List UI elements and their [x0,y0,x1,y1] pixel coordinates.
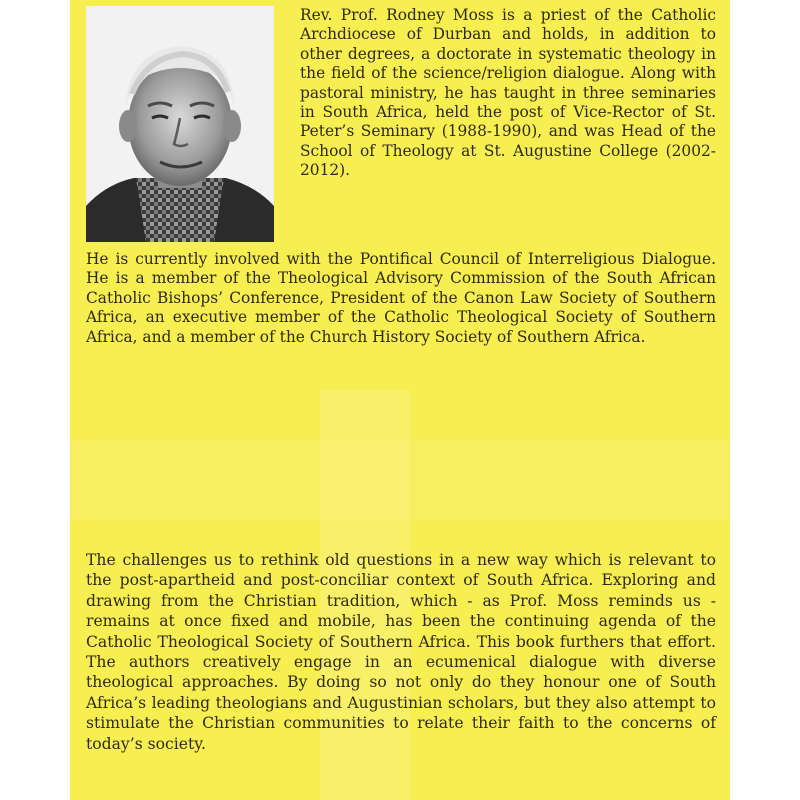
book-blurb: The challenges us to rethink old questions in a new way which is relevant to the post-apartheid and post-conciliar context of South Africa. Exploring and drawing from the Christian tradition, which - as Prof. Moss reminds us - remains at once fixed and mobile, has been the continuing agenda of the Catholic Theological Society of Southern Africa. This book furthers that effort. The authors creatively engage in an ecumenical dialogue with diverse theological approaches. By doing so not only do they honour one of South Africa’s leading theologians and Augustinian scholars, but they also attempt to stimulate the Christian communities to relate their faith to the concerns of today’s society. [86,551,716,753]
author-portrait-illustration [86,6,274,242]
back-cover [70,0,730,800]
cross-watermark-horizontal [70,440,730,520]
author-portrait [86,6,274,242]
author-bio-intro: Rev. Prof. Rodney Moss is a priest of the Catholic Archdiocese of Durban and holds, in addition to other degrees, a doctorate in systematic theology in the field of the science/religion dialogue. Along with pastoral ministry, he has taught in three seminaries in South Africa, held the post of Vice-Rector of St. Peter’s Seminary (1988-1990), and was Head of the School of Theology at St. Augustine College (2002-2012). [300,6,716,180]
author-bio-continued: He is currently involved with the Pontifical Council of Interreligious Dialogue. He is a member of the Theological Advisory Commission of the South African Catholic Bishops’ Conference, President of the Canon Law Society of Southern Africa, an executive member of the Catholic Theological Society of Southern Africa, and a member of the Church History Society of Southern Africa. [86,250,716,346]
